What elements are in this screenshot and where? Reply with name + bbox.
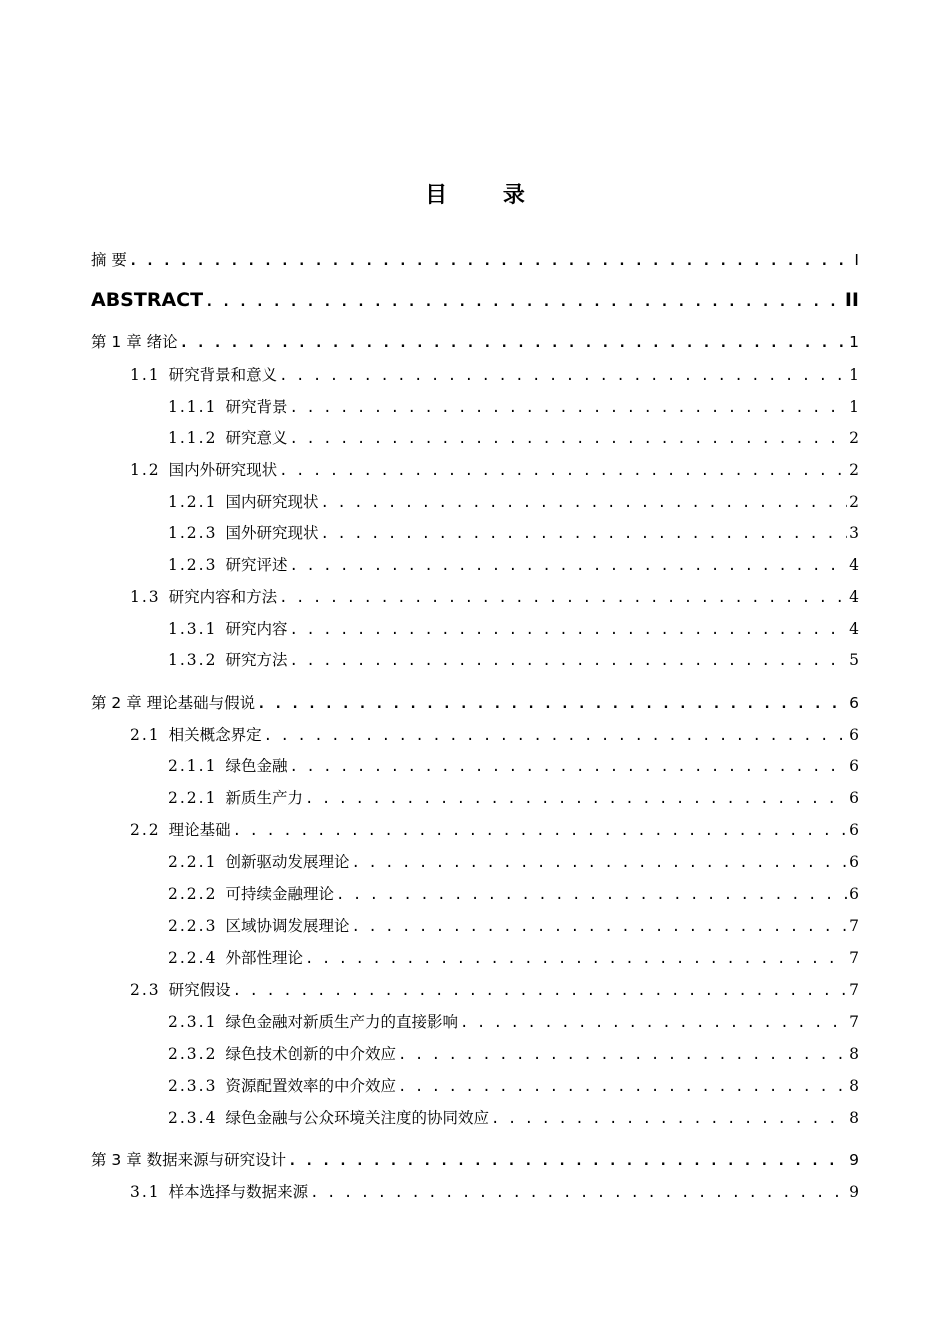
toc-entry[interactable] — [91, 250, 859, 271]
toc-entry[interactable] — [168, 555, 859, 576]
toc-entry-text: 国外研究现状 — [225, 524, 319, 542]
toc-entry-text: 研究内容 — [225, 620, 288, 638]
toc-entry[interactable] — [168, 492, 859, 513]
toc-entry-text: 摘 要 — [91, 251, 127, 269]
dot-leader — [351, 917, 847, 937]
toc-entry[interactable] — [168, 852, 859, 873]
toc-entry-number: 2.2.4 — [168, 949, 218, 967]
toc-entry-text: 可持续金融理论 — [225, 885, 334, 903]
toc-entry-text: 第 3 章 数据来源与研究设计 — [91, 1151, 287, 1169]
toc-entry-number: 2.3.4 — [168, 1109, 218, 1127]
dot-leader — [289, 398, 847, 418]
toc-entry-number: 1.1.2 — [168, 429, 218, 447]
toc-entry-text: 相关概念界定 — [168, 726, 262, 744]
dot-leader — [398, 1045, 847, 1065]
toc-entry-number: 1.2.3 — [168, 556, 218, 574]
toc-entry-text: 新质生产力 — [225, 789, 303, 807]
toc-entry-label — [91, 693, 255, 713]
toc-entry-page: 6 — [849, 885, 859, 903]
toc-entry[interactable] — [168, 397, 859, 418]
toc-entry-page: I — [854, 251, 859, 269]
toc-entry-page: 4 — [849, 556, 859, 574]
toc-entry-number: 2.1 — [130, 726, 161, 744]
toc-entry-text: 样本选择与数据来源 — [168, 1183, 309, 1201]
toc-entry-page: 2 — [849, 493, 859, 511]
toc-entry-label — [168, 1012, 458, 1032]
dot-leader — [289, 651, 847, 671]
toc-entry-page: 6 — [849, 821, 859, 839]
toc-entry-page: 6 — [849, 789, 859, 807]
toc-entry-page: 2 — [849, 429, 859, 447]
dot-leader — [233, 981, 847, 1001]
toc-entry-label — [168, 555, 287, 575]
toc-entry-label — [168, 756, 287, 776]
toc-entry-label — [168, 397, 287, 417]
toc-entry[interactable] — [168, 884, 859, 905]
dot-leader — [398, 1077, 847, 1097]
toc-entry-page: 9 — [849, 1183, 859, 1201]
toc-entry-page: 6 — [849, 757, 859, 775]
toc-entry-text: 区域协调发展理论 — [225, 917, 350, 935]
toc-entry-text: 国内研究现状 — [225, 493, 319, 511]
toc-entry[interactable] — [130, 460, 859, 481]
toc-entry-page: 3 — [849, 524, 859, 542]
toc-entry-text: 国内外研究现状 — [168, 461, 278, 479]
toc-entry[interactable] — [168, 916, 859, 937]
toc-entry-text: 理论基础 — [168, 821, 231, 839]
page-title: 目 录 — [425, 183, 549, 208]
toc-entry-text: 第 2 章 理论基础与假说 — [91, 694, 256, 712]
toc-entry-number: 2.1.1 — [168, 757, 218, 775]
toc-entry-number: 1.3.1 — [168, 620, 218, 638]
toc-entry-label — [91, 250, 127, 270]
toc-entry-text: 研究意义 — [225, 429, 288, 447]
toc-entry[interactable] — [168, 428, 859, 449]
dot-leader — [233, 821, 847, 841]
toc-entry-label — [130, 820, 231, 840]
toc-entry-number: 2.3.1 — [168, 1013, 218, 1031]
toc-entry[interactable] — [130, 1182, 859, 1203]
toc-entry-page: 4 — [849, 588, 859, 606]
toc-entry-number: 1.1 — [130, 366, 161, 384]
dot-leader — [491, 1109, 847, 1129]
toc-entry-text: ABSTRACT — [91, 289, 204, 311]
toc-entry-label — [130, 587, 277, 607]
toc-entry-label — [130, 980, 231, 1000]
toc-entry[interactable] — [168, 948, 859, 969]
toc-entry[interactable] — [168, 1044, 859, 1065]
toc-entry-page: II — [844, 289, 859, 311]
toc-entry-number: 3.1 — [130, 1183, 161, 1201]
toc-entry-label — [168, 523, 318, 543]
toc-entry-text: 研究背景和意义 — [168, 366, 278, 384]
toc-entry-number: 2.2 — [130, 821, 161, 839]
dot-leader — [288, 1151, 847, 1171]
toc-entry-page: 6 — [849, 694, 859, 712]
toc-entry-page: 1 — [849, 333, 859, 351]
toc-entry-number: 2.2.2 — [168, 885, 218, 903]
dot-leader — [305, 949, 847, 969]
toc-entry-number: 1.2.1 — [168, 493, 218, 511]
toc-entry-label — [168, 916, 349, 936]
toc-entry-text: 外部性理论 — [225, 949, 303, 967]
toc-entry[interactable] — [130, 725, 859, 746]
toc-entry-label — [168, 619, 287, 639]
toc-entry-page: 8 — [849, 1045, 859, 1063]
toc-entry-text: 创新驱动发展理论 — [225, 853, 350, 871]
toc-entry-label — [168, 1044, 396, 1064]
dot-leader — [264, 726, 847, 746]
toc-entry-page: 1 — [849, 398, 859, 416]
toc-entry[interactable] — [130, 820, 859, 841]
toc-entry-number: 1.1.1 — [168, 398, 218, 416]
toc-entry[interactable] — [168, 1076, 859, 1097]
toc-entry-number: 2.2.1 — [168, 853, 218, 871]
toc-entry-page: 8 — [849, 1077, 859, 1095]
toc-entry-text: 绿色技术创新的中介效应 — [225, 1045, 396, 1063]
toc-entry-number: 2.2.1 — [168, 789, 218, 807]
toc-entry-number: 1.2 — [130, 461, 161, 479]
toc-entry[interactable] — [168, 756, 859, 777]
toc-entry-label — [168, 788, 303, 808]
toc-entry-number: 2.3.3 — [168, 1077, 218, 1095]
dot-leader — [289, 556, 847, 576]
toc-entry[interactable] — [91, 332, 859, 353]
toc-entry-number: 2.3 — [130, 981, 161, 999]
toc-entry[interactable] — [168, 523, 859, 544]
toc-entry[interactable] — [130, 980, 859, 1001]
dot-leader — [305, 789, 847, 809]
dot-leader — [460, 1013, 847, 1033]
dot-leader — [289, 757, 847, 777]
toc-entry[interactable] — [91, 693, 859, 714]
toc-entry[interactable] — [130, 587, 859, 608]
toc-entry-text: 绿色金融与公众环境关注度的协同效应 — [225, 1109, 489, 1127]
toc-entry[interactable] — [130, 365, 859, 386]
toc-entry-label — [168, 1076, 396, 1096]
toc-entry-label — [91, 290, 203, 310]
toc-entry-number: 2.2.3 — [168, 917, 218, 935]
toc-entry-page: 2 — [849, 461, 859, 479]
toc-entry-text: 研究背景 — [225, 398, 288, 416]
toc-entry-label — [91, 332, 178, 352]
dot-leader — [279, 366, 847, 386]
dot-leader — [180, 333, 847, 353]
toc-entry-number: 1.2.3 — [168, 524, 218, 542]
toc-entry[interactable] — [168, 1012, 859, 1033]
toc-entry-number: 1.3.2 — [168, 651, 218, 669]
dot-leader — [279, 588, 847, 608]
dot-leader — [320, 524, 847, 544]
dot-leader — [205, 292, 843, 312]
dot-leader — [351, 853, 847, 873]
toc-entry-page: 5 — [849, 651, 859, 669]
dot-leader — [336, 885, 847, 905]
toc-entry[interactable] — [91, 290, 859, 312]
toc-entry-page: 1 — [849, 366, 859, 384]
toc-entry[interactable] — [168, 788, 859, 809]
toc-entry-text: 绿色金融对新质生产力的直接影响 — [225, 1013, 458, 1031]
toc-entry-page: 7 — [849, 981, 859, 999]
toc-entry-text: 第 1 章 绪论 — [91, 333, 178, 351]
toc-entry-label — [168, 884, 334, 904]
toc-entry[interactable] — [168, 1108, 859, 1129]
toc-entry-number: 1.3 — [130, 588, 161, 606]
toc-entry-page: 8 — [849, 1109, 859, 1127]
toc-entry-page: 6 — [849, 853, 859, 871]
toc-entry-label — [168, 948, 303, 968]
toc-entry-label — [130, 725, 262, 745]
toc-entry[interactable] — [168, 650, 859, 671]
dot-leader — [279, 461, 847, 481]
toc-entry-label — [168, 1108, 489, 1128]
toc-entry-page: 7 — [849, 917, 859, 935]
toc-entry-label — [168, 428, 287, 448]
toc-entry-label — [130, 365, 277, 385]
toc-entry-text: 资源配置效率的中介效应 — [225, 1077, 396, 1095]
toc-entry-page: 7 — [849, 949, 859, 967]
dot-leader — [289, 429, 847, 449]
toc-entry[interactable] — [91, 1150, 859, 1171]
toc-entry-text: 研究内容和方法 — [168, 588, 278, 606]
toc-entry-page: 9 — [849, 1151, 859, 1169]
toc-entry-label — [168, 492, 318, 512]
toc-entry-number: 2.3.2 — [168, 1045, 218, 1063]
toc-entry-text: 绿色金融 — [225, 757, 288, 775]
dot-leader — [257, 694, 847, 714]
toc-entry-text: 研究方法 — [225, 651, 288, 669]
toc-entry-text: 研究评述 — [225, 556, 288, 574]
dot-leader — [129, 251, 852, 271]
toc-entry[interactable] — [168, 619, 859, 640]
toc-entry-page: 7 — [849, 1013, 859, 1031]
toc-entry-text: 研究假设 — [168, 981, 231, 999]
toc-entry-page: 6 — [849, 726, 859, 744]
dot-leader — [310, 1183, 847, 1203]
toc-entry-label — [130, 460, 277, 480]
toc-entry-label — [168, 650, 287, 670]
toc-entry-label — [168, 852, 349, 872]
toc-entry-label — [130, 1182, 308, 1202]
toc-entry-label — [91, 1150, 286, 1170]
toc-entry-page: 4 — [849, 620, 859, 638]
dot-leader — [320, 493, 847, 513]
dot-leader — [289, 620, 847, 640]
